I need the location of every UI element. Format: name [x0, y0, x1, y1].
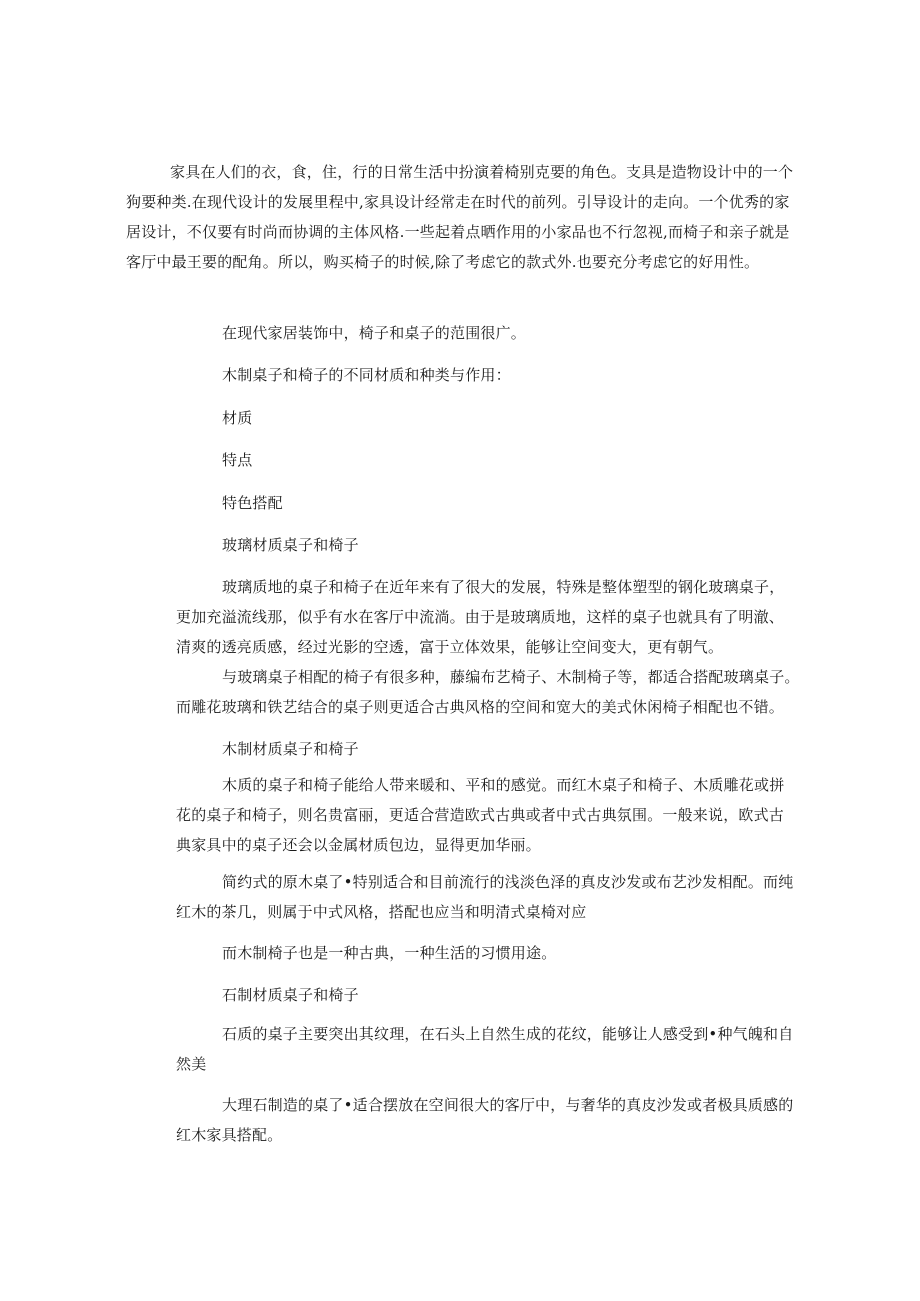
wood-heading: 木制材质桌子和椅子	[222, 740, 359, 758]
types-line: 木制桌子和椅子的不同材质和种类与作用：	[222, 366, 511, 384]
label-pairing: 特色搭配	[222, 494, 283, 512]
stone-paragraph-1: 石质的桌子主要突出其纹理，在石头上自然生成的花纹，能够让人感受到•种气魄和自然美	[176, 1025, 794, 1073]
stone-paragraph-2: 大理石制造的桌了•适合摆放在空间很大的客厅中，与奢华的真皮沙发或者极具质感的红木家具搭配。	[176, 1096, 794, 1144]
scope-line: 在现代家居装饰中，椅子和桌子的范围很广。	[222, 324, 527, 342]
wood-paragraph-1: 木质的桌子和椅子能给人带来暖和、平和的感觉。而红木桌子和椅子、木质雕花或拼花的桌子和椅子，则名贵富丽，更适合营造欧式古典或者中式古典氛围。一般来说，欧式古典家具中的桌子还会以金属材质包边，显得更加华丽。	[176, 776, 785, 854]
glass-heading: 玻璃材质桌子和椅子	[222, 536, 359, 554]
intro-paragraph: 家具在人们的衣，食，住，行的日常生活中扮演着椅别克要的角色。支具是造物设计中的一个狗要种类.在现代设计的发展里程中,家具设计经常走在时代的前列。引导设计的走向。一个优秀的家居设计，不仅要有时尚而协调的主体风格.一些起着点晒作用的小家品也不行忽视,而椅子和亲子就是客厅中最王要的配角。所以，购买椅子的时候,除了考虑它的款式外.也要充分考虑它的好用性。	[126, 163, 794, 271]
label-feature: 特点	[222, 451, 253, 469]
glass-paragraph-2: 与玻璃桌子相配的椅子有很多种，藤编布艺椅子、木制椅子等，都适合搭配玻璃桌子。而雕花玻璃和铁艺结合的桌子则更适合古典风格的空间和宽大的美式休闲椅子相配也不错。	[176, 668, 800, 716]
stone-heading: 石制材质桌子和椅子	[222, 986, 359, 1004]
wood-paragraph-2: 简约式的原木桌了•特别适合和目前流行的浅淡色泽的真皮沙发或布艺沙发相配。而纯红木的茶几，则属于中式风格，搭配也应当和明清式桌椅对应	[176, 873, 794, 921]
glass-paragraph-1: 玻璃质地的桌子和椅子在近年来有了很大的发展，特殊是整体塑型的钢化玻璃桌子，更加充溢流线那，似乎有水在客厅中流淌。由于是玻璃质地，这样的桌子也就具有了明澈、清爽的透亮质感，经过光影的空透，富于立体效果，能够让空间变大，更有朝气。	[176, 578, 785, 656]
label-material: 材质	[222, 409, 253, 427]
wood-paragraph-3: 而木制椅子也是一种古典，一种生活的习惯用途。	[222, 944, 557, 962]
